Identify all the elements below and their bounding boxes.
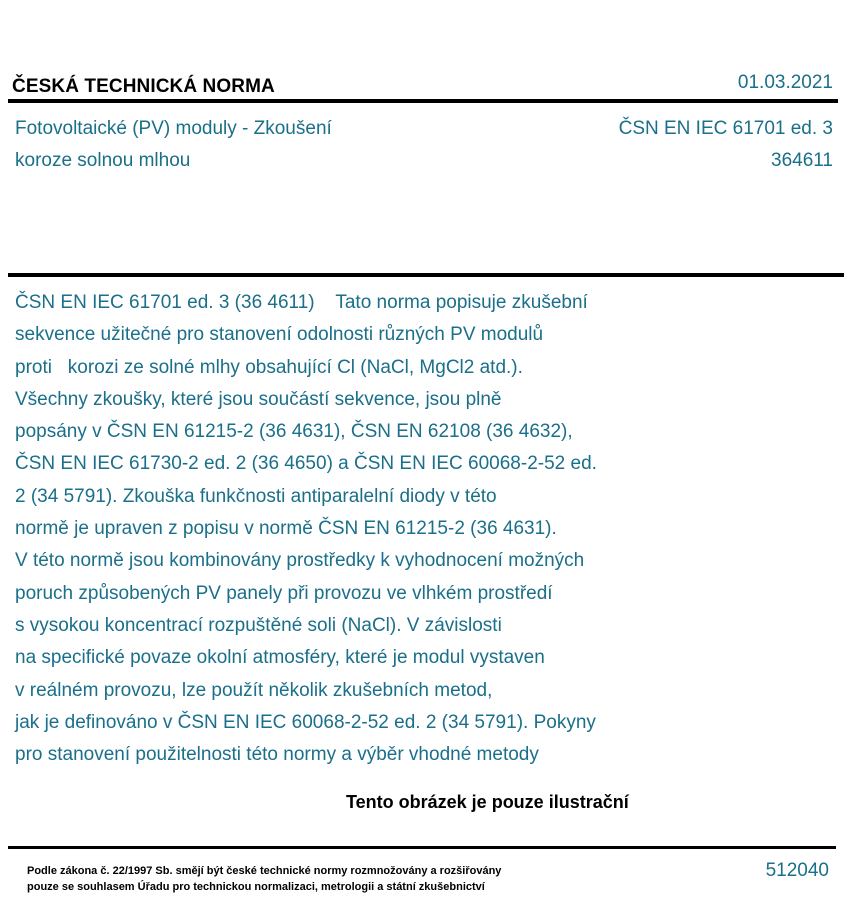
abstract-line: ČSN EN IEC 61701 ed. 3 (36 4611) Tato norma popisuje zkušební xyxy=(15,292,588,313)
legal-notice-line: Podle zákona č. 22/1997 Sb. smějí být české technické normy rozmnožovány a rozšiřovány xyxy=(27,865,502,877)
abstract-line: s vysokou koncentrací rozpuštěné soli (NaCl). V závislosti xyxy=(15,614,502,636)
classification-number: 364611 xyxy=(771,150,833,171)
illustrative-note: Tento obrázek je pouze ilustrační xyxy=(346,792,629,812)
abstract-line: normě je upraven z popisu v normě ČSN EN 61215-2 (36 4631). xyxy=(15,518,557,540)
abstract-text xyxy=(15,287,715,771)
footer-rule xyxy=(8,846,836,849)
abstract-line: v reálném provozu, lze použít několik zkušebních metod, xyxy=(15,679,493,701)
title-rule xyxy=(8,273,844,277)
abstract-line: pro stanovení použitelnosti této normy a výběr vhodné metody xyxy=(15,744,539,766)
document-heading: ČESKÁ TECHNICKÁ NORMA xyxy=(12,76,275,97)
title-line-1: Fotovoltaické (PV) moduly - Zkoušení xyxy=(15,118,332,139)
abstract-line: jak je definováno v ČSN EN IEC 60068-2-52 ed. 2 (34 5791). Pokyny xyxy=(15,711,596,733)
abstract-line: na specifické povaze okolní atmosféry, které je modul vystaven xyxy=(15,647,545,669)
standard-designation: ČSN EN IEC 61701 ed. 3 xyxy=(618,118,833,139)
legal-notice xyxy=(27,863,501,895)
publication-date: 01.03.2021 xyxy=(737,72,833,93)
legal-notice-line: pouze se souhlasem Úřadu pro technickou normalizaci, metrologii a státní zkušebnictví xyxy=(27,881,485,893)
abstract-line: 2 (34 5791). Zkouška funkčnosti antiparalelní diody v této xyxy=(15,485,497,507)
abstract-line: ČSN EN IEC 61730-2 ed. 2 (36 4650) a ČSN EN IEC 60068-2-52 ed. xyxy=(15,453,597,475)
abstract-line: proti korozi ze solné mlhy obsahující Cl (NaCl, MgCl2 atd.). xyxy=(15,356,523,378)
catalog-number: 512040 xyxy=(765,860,829,881)
abstract-line: popsány v ČSN EN 61215-2 (36 4631), ČSN EN 62108 (36 4632), xyxy=(15,421,573,443)
title-line-2: koroze solnou mlhou xyxy=(15,150,191,171)
abstract-line: Všechny zkoušky, které jsou součástí sekvence, jsou plně xyxy=(15,388,502,410)
abstract-line: poruch způsobených PV panely při provozu ve vlhkém prostředí xyxy=(15,582,553,604)
abstract-line: sekvence užitečné pro stanovení odolnosti různých PV modulů xyxy=(15,324,544,346)
abstract-line: V této normě jsou kombinovány prostředky k vyhodnocení možných xyxy=(15,550,585,572)
header-rule xyxy=(8,99,838,103)
